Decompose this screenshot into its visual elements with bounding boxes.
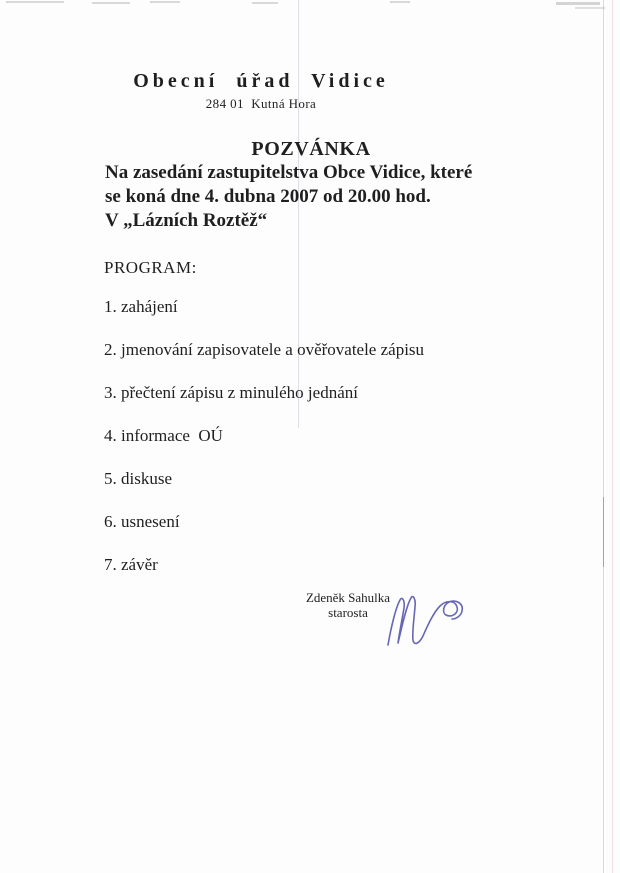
intro-line-3: V „Lázních Roztěž“ <box>105 210 268 231</box>
invitation-body <box>105 138 517 233</box>
signatory-title: starosta <box>328 605 368 620</box>
intro-line-1: Na zasedání zastupitelstva Obce Vidice, které <box>105 162 473 183</box>
organization-name: Obecní úřad Vidice <box>133 70 389 92</box>
program-item-1: 1. zahájení <box>104 297 178 316</box>
scan-speckle <box>390 1 410 3</box>
scan-speckle <box>252 2 278 4</box>
program-item-4: 4. informace OÚ <box>104 426 223 445</box>
scan-speckle <box>575 7 605 9</box>
program-item-6: 6. usnesení <box>104 512 180 531</box>
scan-speckle <box>556 2 600 5</box>
organization-address: 284 01 Kutná Hora <box>205 96 317 111</box>
program-item-7: 7. závěr <box>104 555 158 574</box>
handwritten-signature <box>381 593 471 651</box>
scan-edge-line <box>612 0 613 873</box>
program-heading: PROGRAM: <box>104 258 197 277</box>
intro-line-2: se koná dne 4. dubna 2007 od 20.00 hod. <box>105 186 431 207</box>
document-title: POZVÁNKA <box>251 138 371 160</box>
program-item-5: 5. diskuse <box>104 469 172 488</box>
program-item-2: 2. jmenování zapisovatele a ověřovatele zápisu <box>104 340 425 359</box>
scan-speckle <box>92 2 130 4</box>
scan-speckle <box>150 1 180 3</box>
program-list <box>104 297 424 598</box>
letterhead <box>0 70 522 112</box>
program-item-3: 3. přečtení zápisu z minulého jednání <box>104 383 358 402</box>
scan-edge-line <box>603 0 604 873</box>
signatory-name: Zdeněk Sahulka <box>305 590 391 605</box>
scan-edge-line-dark-segment <box>603 497 604 567</box>
scan-speckle <box>6 1 64 3</box>
